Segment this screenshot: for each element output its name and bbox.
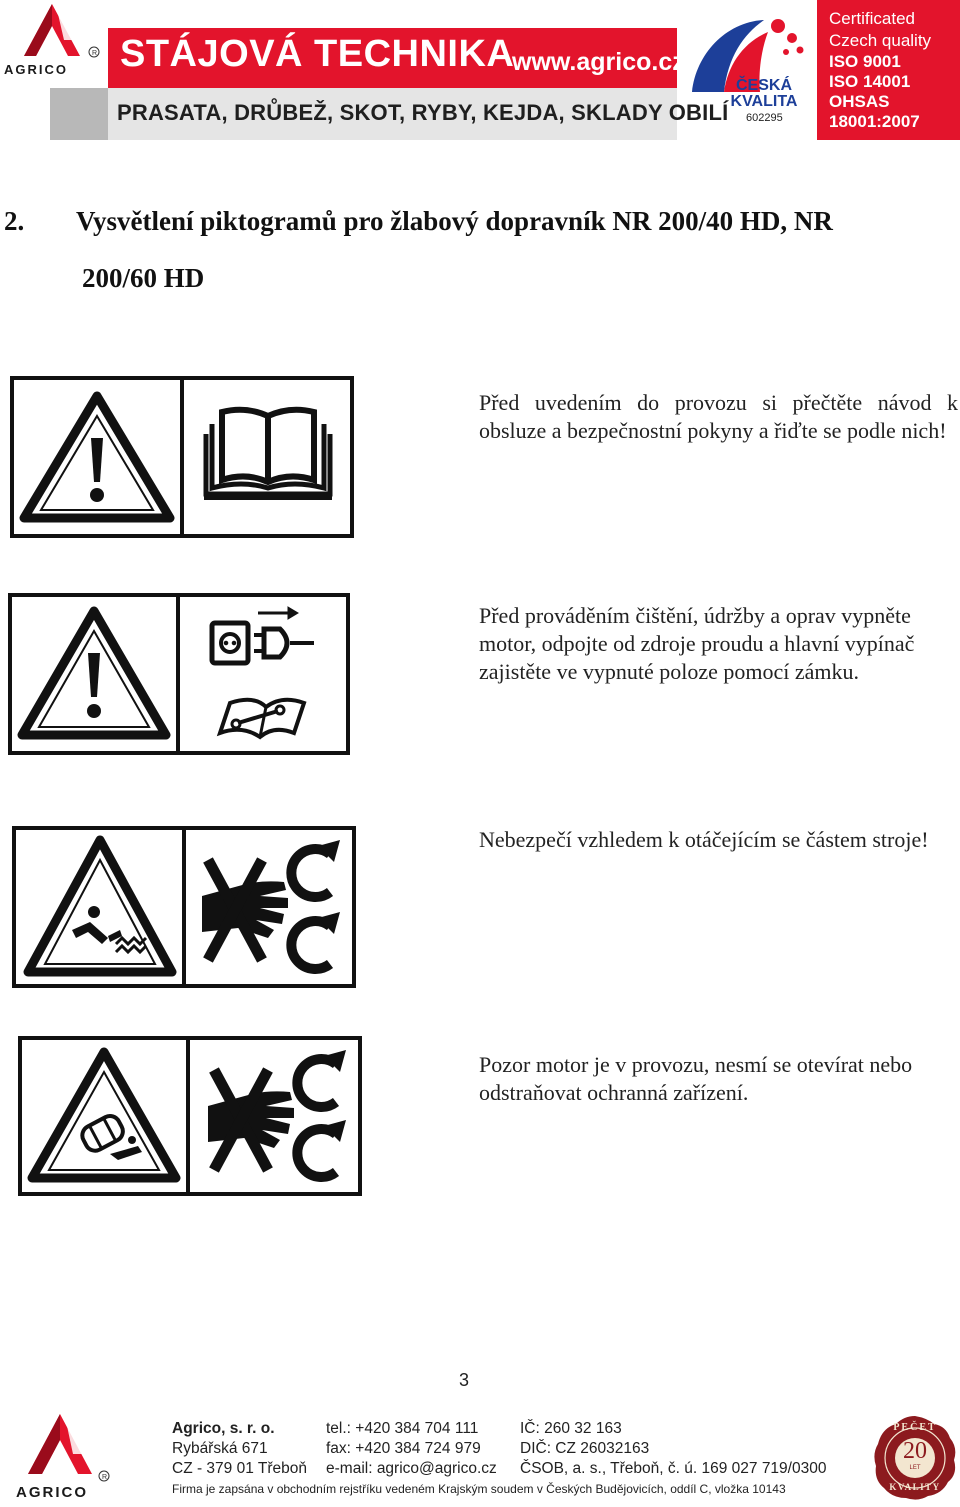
footer-dic: DIČ: CZ 26032163 <box>520 1440 650 1457</box>
instruction-book-icon <box>204 410 332 498</box>
header-title: STÁJOVÁ TECHNIKA <box>120 33 515 75</box>
pictogram-2-text: Před prováděním čištění, údržby a oprav vypněte motor, odpojte od zdroje proudu a hlavní vypínač zajistěte ve vypnuté poloze pomocí zámku. <box>479 603 915 684</box>
footer-agrico-logo-icon <box>14 1412 114 1486</box>
header-subtitle: PRASATA, DRŮBEŽ, SKOT, RYBY, KEJDA, SKLADY OBILÍ <box>117 100 729 125</box>
section-title-line2: 200/60 HD <box>82 263 205 293</box>
seal-let: LET <box>909 1465 921 1471</box>
section-title-line1: Vysvětlení piktogramů pro žlabový dopravník NR 200/40 HD, NR <box>76 206 833 236</box>
footer-registration: Firma je zapsána v obchodním rejstříku vedeném Krajským soudem v Českých Budějovicích, oddíl C, vložka 10143 <box>172 1482 786 1496</box>
cert-line: OHSAS <box>829 92 890 111</box>
footer-fax: fax: +420 384 724 979 <box>326 1440 481 1457</box>
cert-line: 18001:2007 <box>829 112 920 131</box>
cert-line: Czech quality <box>829 31 932 50</box>
pictogram-disconnect-before-maintenance <box>8 593 350 755</box>
footer-bank: ČSOB, a. s., Třeboň, č. ú. 169 027 719/0300 <box>520 1460 827 1477</box>
pictogram-read-manual <box>10 376 354 540</box>
footer-email[interactable]: e-mail: agrico@agrico.cz <box>326 1460 497 1477</box>
svg-text:R: R <box>102 1474 108 1481</box>
cert-line: ISO 14001 <box>829 72 911 91</box>
ceska-kvalita-number: 602295 <box>746 112 783 124</box>
header-gray-tab <box>50 88 108 140</box>
cert-line: Certificated <box>829 9 915 28</box>
pictogram-3-text: Nebezpečí vzhledem k otáčejícím se částem stroje! <box>479 827 929 852</box>
footer-ic: IČ: 260 32 163 <box>520 1420 622 1437</box>
footer-agrico-logo-text: AGRICO <box>16 1484 88 1501</box>
footer-tel: tel.: +420 384 704 111 <box>326 1420 479 1437</box>
header-url[interactable]: www.agrico.cz <box>512 48 685 76</box>
seal-bottom-text: KVALITY <box>889 1482 941 1492</box>
section-number: 2. <box>4 206 25 236</box>
pictogram-motor-running <box>18 1036 362 1196</box>
page-number: 3 <box>458 1370 469 1390</box>
footer-city: CZ - 379 01 Třeboň <box>172 1460 307 1477</box>
cert-line: ISO 9001 <box>829 52 901 71</box>
svg-text:R: R <box>92 50 98 57</box>
agrico-logo-icon <box>6 0 106 62</box>
footer-street: Rybářská 671 <box>172 1440 268 1457</box>
certificate-box <box>817 0 960 140</box>
pictogram-4-text: Pozor motor je v provozu, nesmí se otevírat nebo odstraňovat ochranná zařízení. <box>479 1052 913 1105</box>
pictogram-1-text: Před uvedením do provozu si přečtěte návod k obsluze a bezpečnostní pokyny a řiďte se podle nich! <box>479 390 958 443</box>
pictogram-rotating-parts <box>12 826 356 988</box>
seal-top-text: PEČET <box>893 1422 937 1433</box>
ceska-kvalita-label: ČESKÁ KVALITA <box>730 77 798 110</box>
header <box>0 0 960 150</box>
seal-number: 20 <box>903 1438 927 1464</box>
footer-company-name: Agrico, s. r. o. <box>172 1420 275 1437</box>
agrico-logo-text: AGRICO <box>4 62 68 77</box>
